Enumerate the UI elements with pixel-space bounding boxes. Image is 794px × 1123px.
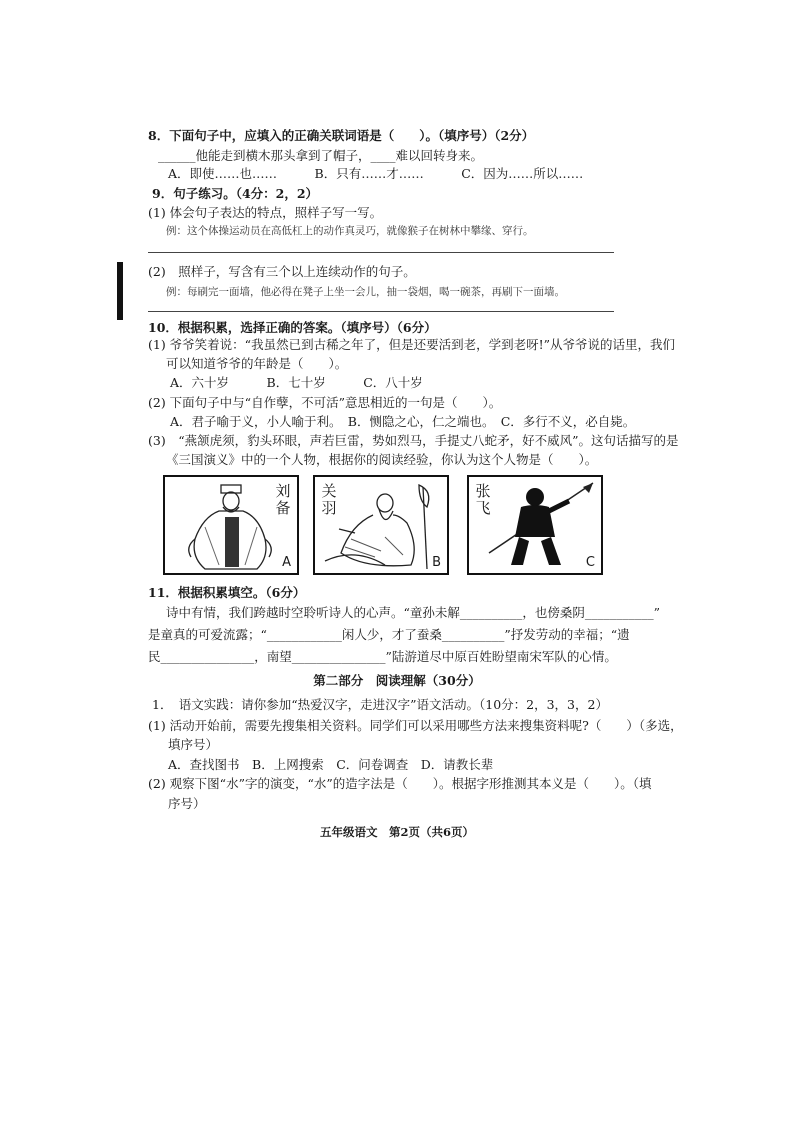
- answer-line: [148, 311, 614, 312]
- q9-example1: 例：这个体操运动员在高低杠上的动作真灵巧，就像猴子在树林中攀缘、穿行。: [166, 225, 534, 237]
- part2-q1-part1-options: A．查找图书 B．上网搜索 C．问卷调查 D．请教长辈: [168, 757, 494, 772]
- picture-name-c: 张飞: [475, 482, 491, 517]
- answer-line: [148, 252, 614, 253]
- q9-example2: 例：每刷完一面墙，他必得在凳子上坐一会儿，抽一袋烟，喝一碗茶，再刷下一面墙。: [166, 286, 565, 298]
- page-footer: 五年级语文 第2页（共6页）: [319, 825, 474, 839]
- part2-q1-part1-line1: (1) 活动开始前，需要先搜集相关资料。同学们可以采用哪些方法来搜集资料呢?（ ）（多选，: [148, 718, 683, 733]
- scan-margin-mark: [117, 262, 123, 320]
- q9-part1: (1) 体会句子表达的特点，照样子写一写。: [148, 205, 383, 220]
- q11-stem: 11．根据积累填空。（6分）: [148, 585, 306, 600]
- picture-guanyu: [313, 475, 449, 575]
- q10-part3-line2: 《三国演义》中的一个人物，根据你的阅读经验，你认为这个人物是（ ）。: [166, 452, 598, 467]
- picture-letter-a: A: [282, 555, 291, 570]
- picture-name-a: 刘备: [275, 482, 291, 517]
- part2-q1-part2-line2: 序号）: [168, 796, 206, 811]
- q10-part2-options: A．君子喻于义，小人喻于利。 B．恻隐之心，仁之端也。 C．多行不义，必自毙。: [170, 414, 636, 429]
- q8-options: A．即使……也…… B．只有……才…… C．因为……所以……: [168, 166, 584, 181]
- q9-stem: 9．句子练习。（4分：2，2）: [152, 186, 319, 201]
- part2-title: 第二部分 阅读理解（30分）: [313, 673, 481, 688]
- picture-letter-b: B: [432, 555, 441, 570]
- q10-part1-line1: (1) 爷爷笑着说：“我虽然已到古稀之年了，但是还要活到老，学到老呀!”从爷爷说的话里，我们: [148, 337, 675, 352]
- picture-name-b: 关羽: [321, 482, 337, 517]
- picture-liubei: [163, 475, 299, 575]
- q11-line1: 诗中有情，我们跨越时空聆听诗人的心声。“童孙未解__________，也傍桑阴___________”: [166, 605, 661, 620]
- q8-sentence: ______他能走到横木那头拿到了帽子，____难以回转身来。: [158, 148, 484, 163]
- picture-zhangfei: [467, 475, 603, 575]
- part2-q1: 1． 语文实践：请你参加“热爱汉字，走进汉字”语文活动。（10分：2，3，3，2）: [152, 697, 608, 712]
- q9-part2: (2) 照样子，写含有三个以上连续动作的句子。: [148, 264, 416, 279]
- part2-q1-part2-line1: (2) 观察下图“水”字的演变，“水”的造字法是（ ）。根据字形推测其本义是（ ）。（填: [148, 776, 652, 791]
- q11-line3: 民_______________，南望_______________”陆游道尽中原百姓盼望南宋军队的心情。: [148, 649, 617, 664]
- picture-letter-c: C: [585, 555, 595, 570]
- q10-part2: (2) 下面句子中与“自作孽，不可活”意思相近的一句是（ ）。: [148, 395, 502, 410]
- q10-stem: 10．根据积累，选择正确的答案。（填序号）（6分）: [148, 320, 437, 335]
- q10-part3-line1: (3) “燕颔虎须，豹头环眼，声若巨雷，势如烈马，手提丈八蛇矛，好不威风”。这句话描写的是: [148, 433, 679, 448]
- q11-line2: 是童真的可爱流露；“____________闲人少，才了蚕桑__________”抒发劳动的幸福；“遗: [148, 627, 630, 642]
- q10-part1-options: A．六十岁 B．七十岁 C．八十岁: [170, 375, 423, 390]
- q10-part1-line2: 可以知道爷爷的年龄是（ ）。: [166, 356, 348, 371]
- q8-stem: 8．下面句子中，应填入的正确关联词语是（ ）。（填序号）（2分）: [148, 128, 535, 143]
- part2-q1-part1-line2: 填序号）: [168, 737, 219, 752]
